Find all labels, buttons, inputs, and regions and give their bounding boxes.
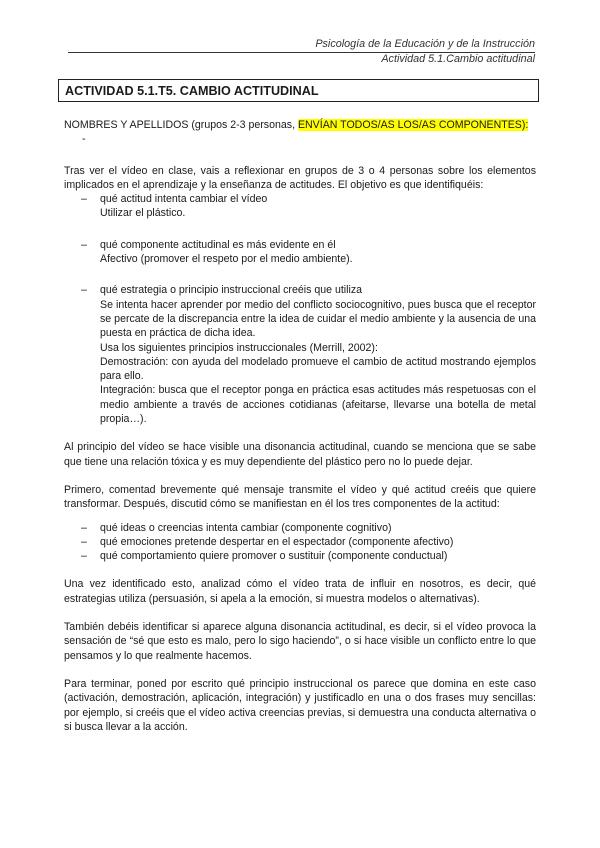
- running-header: [68, 38, 535, 53]
- header-activity-title: Actividad 5.1.Cambio actitudinal: [381, 53, 535, 65]
- dash-bullet: –: [81, 535, 87, 548]
- answer-text: Se intenta hacer aprender por medio del conflicto sociocognitivo, pues busca que el receptor se percate de la discrepancia entre la idea de cuidar el medio ambiente y la ausencia de una puesta en práctica de dicha idea.: [100, 298, 536, 340]
- analyze-paragraph: Una vez identificado esto, analizad cómo el vídeo trata de influir en nosotros, es decir, qué estrategias utiliza (persuasión, si apela a la emoción, si muestra modelos o alternativas).: [64, 578, 536, 605]
- names-line: [64, 118, 536, 132]
- dash-bullet: –: [81, 284, 87, 297]
- dissonance-paragraph: Al principio del vídeo se hace visible una disonancia actitudinal, cuando se menciona que se sabe que tiene una relación tóxica y es muy dependiente del plástico pero no lo puede dejar.: [64, 441, 536, 468]
- intro-paragraph: Tras ver el vídeo en clase, vais a reflexionar en grupos de 3 o 4 personas sobre los elementos implicados en el aprendizaje y la enseñanza de actitudes. El objetivo es que identifiquéis:: [64, 164, 536, 191]
- identify-paragraph: También debéis identificar si aparece alguna disonancia actitudinal, es decir, si el vídeo provoca la sensación de “sé que esto es malo, pero lo sigo haciendo”, o si hace visible un conflicto entre lo que pensamos y lo que realmente hacemos.: [64, 621, 536, 662]
- component-text: qué emociones pretende despertar en el espectador (componente afectivo): [100, 535, 454, 548]
- page-title: ACTIVIDAD 5.1.T5. CAMBIO ACTITUDINAL: [58, 79, 539, 102]
- answer-text: Afectivo (promover el respeto por el medio ambiente).: [100, 253, 353, 266]
- finish-paragraph: Para terminar, poned por escrito qué principio instruccional os parece que domina en este caso (activación, demostración, aplicación, integración) y justificadlo en una o dos frases muy sencillas: por ejemplo, si creéis que el vídeo activa creencias previas, si demuestra una conducta alternativa o si busca llevar a la acción.: [64, 677, 536, 733]
- component-text: qué comportamiento quiere promover o sustituir (componente conductual): [100, 550, 448, 563]
- first-paragraph: Primero, comentad brevemente qué mensaje transmite el vídeo y qué actitud creéis que quiere transformar. Después, discutid cómo se manifiestan en él los tres componentes de la actitud:: [64, 483, 536, 511]
- names-label: NOMBRES Y APELLIDOS (grupos 2-3 personas,: [64, 119, 298, 131]
- question-text: qué estrategia o principio instruccional creéis que utiliza: [100, 284, 363, 297]
- answer-text: Demostración: con ayuda del modelado promueve el cambio de actitud mostrando ejemplos para ello.: [100, 355, 536, 383]
- answer-text: Usa los siguientes principios instruccionales (Merrill, 2002):: [100, 341, 378, 354]
- dash-bullet: –: [81, 193, 87, 206]
- dash-bullet: –: [81, 238, 87, 251]
- header-course-title: Psicología de la Educación y de la Instrucción: [315, 38, 535, 50]
- answer-text: Integración: busca que el receptor ponga en práctica esas actitudes más respetuosas con el medio ambiente a través de acciones cotidianas (afeitarse, llevarse una botella de metal propia…).: [100, 384, 536, 426]
- question-text: qué actitud intenta cambiar el vídeo: [100, 193, 268, 206]
- question-item: [64, 192, 536, 206]
- document-body: [64, 118, 536, 734]
- dash-bullet: –: [81, 550, 87, 563]
- names-blank-dash: -: [82, 133, 86, 146]
- dash-bullet: –: [81, 521, 87, 534]
- component-text: qué ideas o creencias intenta cambiar (componente cognitivo): [100, 521, 392, 534]
- question-item: [64, 283, 536, 297]
- question-item: [64, 238, 536, 252]
- question-text: qué componente actitudinal es más evidente en él: [100, 238, 336, 251]
- component-item: [64, 521, 536, 535]
- names-highlight: ENVÍAN TODOS/AS LOS/AS COMPONENTES):: [297, 119, 529, 131]
- component-item: [64, 549, 536, 563]
- component-item: [64, 535, 536, 549]
- answer-text: Utilizar el plástico.: [100, 207, 186, 220]
